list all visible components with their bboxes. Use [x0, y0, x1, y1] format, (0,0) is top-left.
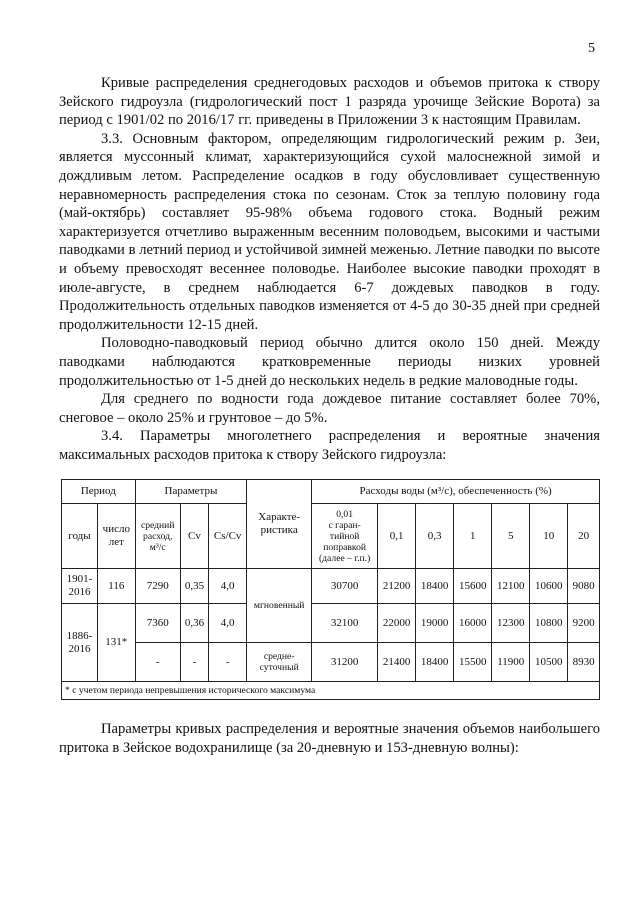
header-characteristic: Характе- ристика: [247, 480, 312, 569]
cell-q: 12100: [492, 569, 530, 604]
paragraph: Параметры кривых распределения и вероятные значения объемов наибольшего притока в Зейское водохранилище (за 20-дневную и 153-дневную волны):: [59, 721, 600, 756]
cell-q: 12300: [492, 604, 530, 643]
cell-q: 18400: [416, 569, 454, 604]
cell-characteristic: средне- суточный: [247, 643, 312, 682]
table-row: [62, 569, 600, 604]
paragraph: Кривые распределения среднегодовых расходов и объемов притока к створу Зейского гидроузла (гидрологический пост 1 разряда урочище Зейские Ворота) за период с 1901/02 по 2016/17 гг. приведены в Приложении 3 к настоящим Правилам.: [59, 75, 600, 129]
paragraph: Половодно-паводковый период обычно длится около 150 дней. Между паводками наблюдаются кратковременные периоды низких уровней продолжительностью от 1-5 дней до нескольких недель в редкие маловодные годы.: [59, 335, 600, 389]
header-prob: 20: [568, 504, 600, 569]
cell-years: 1886- 2016: [62, 604, 98, 682]
header-years: годы: [62, 504, 98, 569]
cell-q: 10800: [530, 604, 568, 643]
cell-mean: 7360: [135, 604, 180, 643]
cell-cv: -: [180, 643, 208, 682]
cell-q: 22000: [378, 604, 416, 643]
paragraph: 3.3. Основным фактором, определяющим гидрологический режим р. Зеи, является муссонный климат, характеризующийся сухой малоснежной зимой и дождливым летом. Распределение осадков в году обусловливает существенную неравномерность распределения стока по сезонам. Сток за теплую половину года (май-октябрь) составляет 95-98% объема годового стока. Водный режим характеризуется отчетливо выраженным весенним половодьем, высокими и частыми паводками в летний период и устойчивой зимней меженью. Летние паводки по высоте и объему превосходят весеннее половодье. Наиболее высокие паводки проходят в июле-августе, в среднем наблюдается 6-7 дождевых паводков в году. Продолжительность отдельных паводков изменяется от 4-5 до 30-35 дней при средней продолжительности 12-15 дней.: [59, 130, 600, 333]
header-count: число лет: [97, 504, 135, 569]
header-prob: 0,3: [416, 504, 454, 569]
cell-mean: 7290: [135, 569, 180, 604]
cell-cscv: -: [209, 643, 247, 682]
header-parameters: Параметры: [135, 480, 246, 504]
paragraph: 3.4. Параметры многолетнего распределения и вероятные значения максимальных расходов притока к створу Зейского гидроузла:: [59, 428, 600, 463]
cell-characteristic: мгновенный: [247, 569, 312, 643]
header-prob: 5: [492, 504, 530, 569]
cell-q: 19000: [416, 604, 454, 643]
header-cscv: Cs/Cv: [209, 504, 247, 569]
cell-count: 116: [97, 569, 135, 604]
cell-q: 11900: [492, 643, 530, 682]
cell-q: 10500: [530, 643, 568, 682]
header-period: Период: [62, 480, 136, 504]
cell-mean: -: [135, 643, 180, 682]
table-footnote: * с учетом периода непревышения исторического максимума: [62, 682, 600, 700]
header-cv: Cv: [180, 504, 208, 569]
cell-q: 9200: [568, 604, 600, 643]
flow-parameters-table: [61, 479, 600, 700]
cell-cscv: 4,0: [209, 569, 247, 604]
table-row: [62, 643, 600, 682]
cell-q: 21200: [378, 569, 416, 604]
header-prob: 1: [454, 504, 492, 569]
cell-q: 16000: [454, 604, 492, 643]
cell-cscv: 4,0: [209, 604, 247, 643]
header-prob: 0,1: [378, 504, 416, 569]
cell-count: 131*: [97, 604, 135, 682]
body-text-bottom: [59, 720, 600, 757]
cell-cv: 0,35: [180, 569, 208, 604]
table-row: [62, 604, 600, 643]
header-mean-flow: средний расход, м³/с: [135, 504, 180, 569]
cell-q: 9080: [568, 569, 600, 604]
header-prob-001: 0,01 с гаран- тийной поправкой (далее – г.п.): [312, 504, 378, 569]
cell-q: 15600: [454, 569, 492, 604]
body-text-top: [59, 74, 600, 464]
cell-q: 8930: [568, 643, 600, 682]
page-number: 5: [588, 41, 595, 56]
header-flows: Расходы воды (м³/с), обеспеченность (%): [312, 480, 600, 504]
header-prob: 10: [530, 504, 568, 569]
cell-years: 1901- 2016: [62, 569, 98, 604]
paragraph: Для среднего по водности года дождевое питание составляет более 70%, снеговое – около 25% и грунтовое – до 5%.: [59, 391, 600, 426]
table-footnote-row: [62, 682, 600, 700]
cell-q: 21400: [378, 643, 416, 682]
cell-q: 15500: [454, 643, 492, 682]
cell-cv: 0,36: [180, 604, 208, 643]
cell-q001: 30700: [312, 569, 378, 604]
cell-q: 10600: [530, 569, 568, 604]
cell-q001: 31200: [312, 643, 378, 682]
cell-q001: 32100: [312, 604, 378, 643]
cell-q: 18400: [416, 643, 454, 682]
